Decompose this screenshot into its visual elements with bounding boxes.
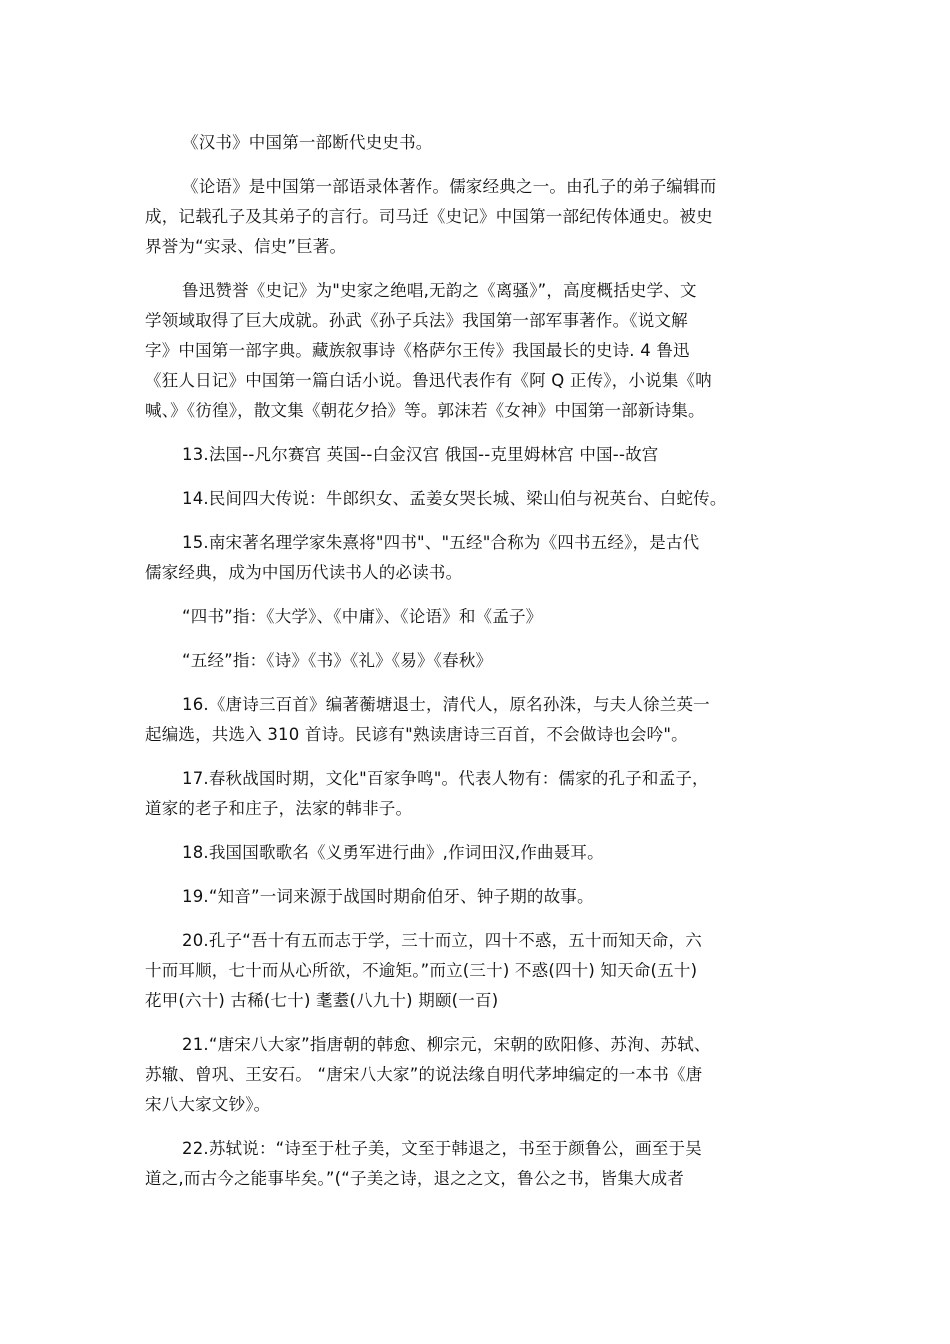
text-line: 21.“唐宋八大家”指唐朝的韩愈、柳宗元，宋朝的欧阳修、苏洵、苏轼、 — [182, 1035, 711, 1054]
paragraph-wujing — [145, 646, 809, 676]
text-line: “五经”指：《诗》《书》《礼》《易》《春秋》 — [182, 651, 493, 670]
paragraph-lunyu — [145, 172, 809, 262]
text-line: 20.孔子“吾十有五而志于学，三十而立，四十不惑，五十而知天命，六 — [182, 931, 702, 950]
paragraph-14 — [145, 484, 809, 514]
text-line: 花甲(六十) 古稀(七十) 耄耋(八九十) 期颐(一百) — [145, 991, 499, 1010]
paragraph-luxun — [145, 276, 809, 426]
text-line: “四书”指：《大学》、《中庸》、《论语》和《孟子》 — [182, 607, 543, 626]
text-line: 22.苏轼说：“诗至于杜子美，文至于韩退之，书至于颜鲁公，画至于吴 — [182, 1139, 702, 1158]
text-line: 《汉书》中国第一部断代史史书。 — [182, 133, 433, 152]
text-line: 苏辙、曾巩、王安石。 “唐宋八大家”的说法缘自明代茅坤编定的一本书《唐 — [145, 1065, 703, 1084]
text-line: 十而耳顺，七十而从心所欲，不逾矩。”而立(三十) 不惑(四十) 知天命(五十) — [145, 961, 698, 980]
text-line: 界誉为“实录、信史”巨著。 — [145, 237, 347, 256]
paragraph-21 — [145, 1030, 809, 1120]
text-line: 《狂人日记》中国第一篇白话小说。鲁迅代表作有《阿 Q 正传》，小说集《呐 — [145, 371, 712, 390]
text-line: 宋八大家文钞》。 — [145, 1095, 271, 1114]
paragraph-19 — [145, 882, 809, 912]
paragraph-sishu — [145, 602, 809, 632]
text-line: 道家的老子和庄子，法家的韩非子。 — [145, 799, 413, 818]
paragraph-hanshu — [145, 128, 809, 158]
text-line: 15.南宋著名理学家朱熹将"四书"、"五经"合称为《四书五经》，是古代 — [182, 533, 700, 552]
text-line: 成，记载孔子及其弟子的言行。司马迁《史记》中国第一部纪传体通史。被史 — [145, 207, 713, 226]
text-line: 学领域取得了巨大成就。孙武《孙子兵法》我国第一部军事著作。《说文解 — [145, 311, 688, 330]
text-line: 17.春秋战国时期，文化"百家争鸣"。代表人物有：儒家的孔子和孟子， — [182, 769, 709, 788]
text-line: 鲁迅赞誉《史记》为"史家之绝唱,无韵之《离骚》”，高度概括史学、文 — [182, 281, 697, 300]
text-line: 16.《唐诗三百首》编著蘅塘退士，清代人，原名孙洙，与夫人徐兰英一 — [182, 695, 710, 714]
paragraph-22 — [145, 1134, 809, 1194]
text-line: 喊、》《彷徨》，散文集《朝花夕拾》等。郭沫若《女神》中国第一部新诗集。 — [145, 401, 705, 420]
text-line: 儒家经典，成为中国历代读书人的必读书。 — [145, 563, 463, 582]
paragraph-17 — [145, 764, 809, 824]
text-line: 13.法国--凡尔赛宫 英国--白金汉宫 俄国--克里姆林宫 中国--故宫 — [182, 445, 659, 464]
text-line: 14.民间四大传说：牛郎织女、孟姜女哭长城、梁山伯与祝英台、白蛇传。 — [182, 489, 727, 508]
text-line: 起编选，共选入 310 首诗。民谚有"熟读唐诗三百首，不会做诗也会吟"。 — [145, 725, 688, 744]
paragraph-13 — [145, 440, 809, 470]
document-body — [145, 128, 809, 1208]
paragraph-16 — [145, 690, 809, 750]
text-line: 18.我国国歌歌名《义勇军进行曲》,作词田汉,作曲聂耳。 — [182, 843, 604, 862]
paragraph-20 — [145, 926, 809, 1016]
text-line: 道之,而古今之能事毕矣。”(“子美之诗，退之之文，鲁公之书，皆集大成者 — [145, 1169, 685, 1188]
paragraph-18 — [145, 838, 809, 868]
text-line: 19.“知音”一词来源于战国时期俞伯牙、钟子期的故事。 — [182, 887, 594, 906]
text-line: 《论语》是中国第一部语录体著作。儒家经典之一。由孔子的弟子编辑而 — [182, 177, 717, 196]
paragraph-15 — [145, 528, 809, 588]
text-line: 字》中国第一部字典。藏族叙事诗《格萨尔王传》我国最长的史诗. 4 鲁迅 — [145, 341, 690, 360]
